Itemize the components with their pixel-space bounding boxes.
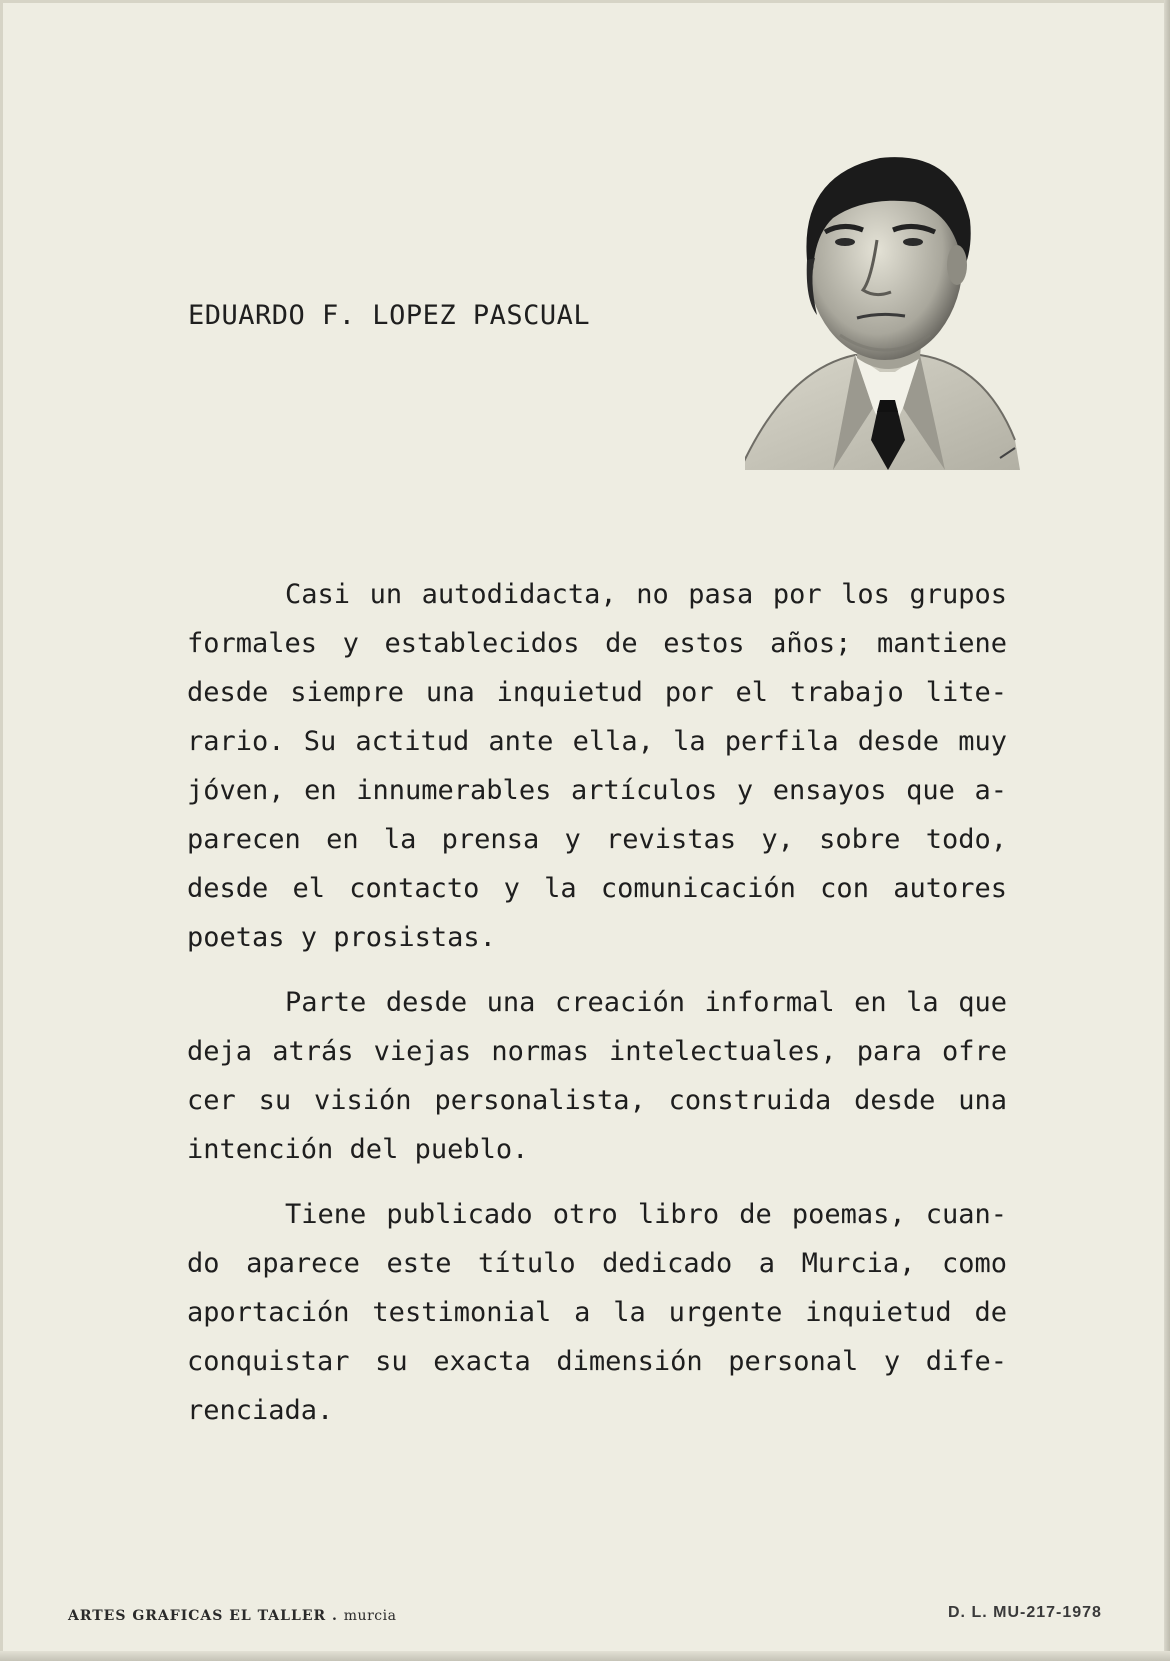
author-portrait xyxy=(745,140,1020,500)
text-line: do aparece este título dedicado a Murcia, como xyxy=(187,1248,1007,1279)
text-line: parecen en la prensa y revistas y, sobre todo, xyxy=(187,824,1007,855)
text-line: Casi un autodidacta, no pasa por los grupos xyxy=(285,579,1007,610)
bio-paragraph-3 xyxy=(187,1190,1007,1435)
text-line: aportación testimonial a la urgente inquietud de xyxy=(187,1297,1007,1328)
text-line: desde el contacto y la comunicación con autores xyxy=(187,873,1007,904)
printer-imprint xyxy=(68,1608,396,1624)
bio-paragraph-2 xyxy=(187,978,1007,1174)
text-line: Tiene publicado otro libro de poemas, cuan- xyxy=(285,1199,1007,1230)
text-line: Parte desde una creación informal en la que xyxy=(285,987,1007,1018)
text-line: intención del pueblo. xyxy=(187,1134,529,1165)
author-biography xyxy=(187,570,1007,1451)
page-edge xyxy=(0,1651,1170,1661)
printer-name: ARTES GRAFICAS EL TALLER . xyxy=(68,1608,338,1624)
bio-paragraph-1 xyxy=(187,570,1007,962)
text-line: formales y establecidos de estos años; mantiene xyxy=(187,628,1007,659)
printer-city: murcia xyxy=(343,1608,397,1624)
text-line: rario. Su actitud ante ella, la perfila desde muy xyxy=(187,726,1007,757)
text-line: poetas y prosistas. xyxy=(187,922,496,953)
text-line: jóven, en innumerables artículos y ensayos que a- xyxy=(187,775,1007,806)
text-line: desde siempre una inquietud por el trabajo lite- xyxy=(187,677,1007,708)
text-line: deja atrás viejas normas intelectuales, para ofre xyxy=(187,1036,1007,1067)
text-line: renciada. xyxy=(187,1395,334,1426)
page-edge xyxy=(1164,0,1170,1661)
text-line: conquistar su exacta dimensión personal y dife- xyxy=(187,1346,1007,1377)
legal-deposit: D. L. MU-217-1978 xyxy=(948,1604,1102,1621)
text-line: cer su visión personalista, construida desde una xyxy=(187,1085,1007,1116)
author-name: EDUARDO F. LOPEZ PASCUAL xyxy=(188,300,591,331)
